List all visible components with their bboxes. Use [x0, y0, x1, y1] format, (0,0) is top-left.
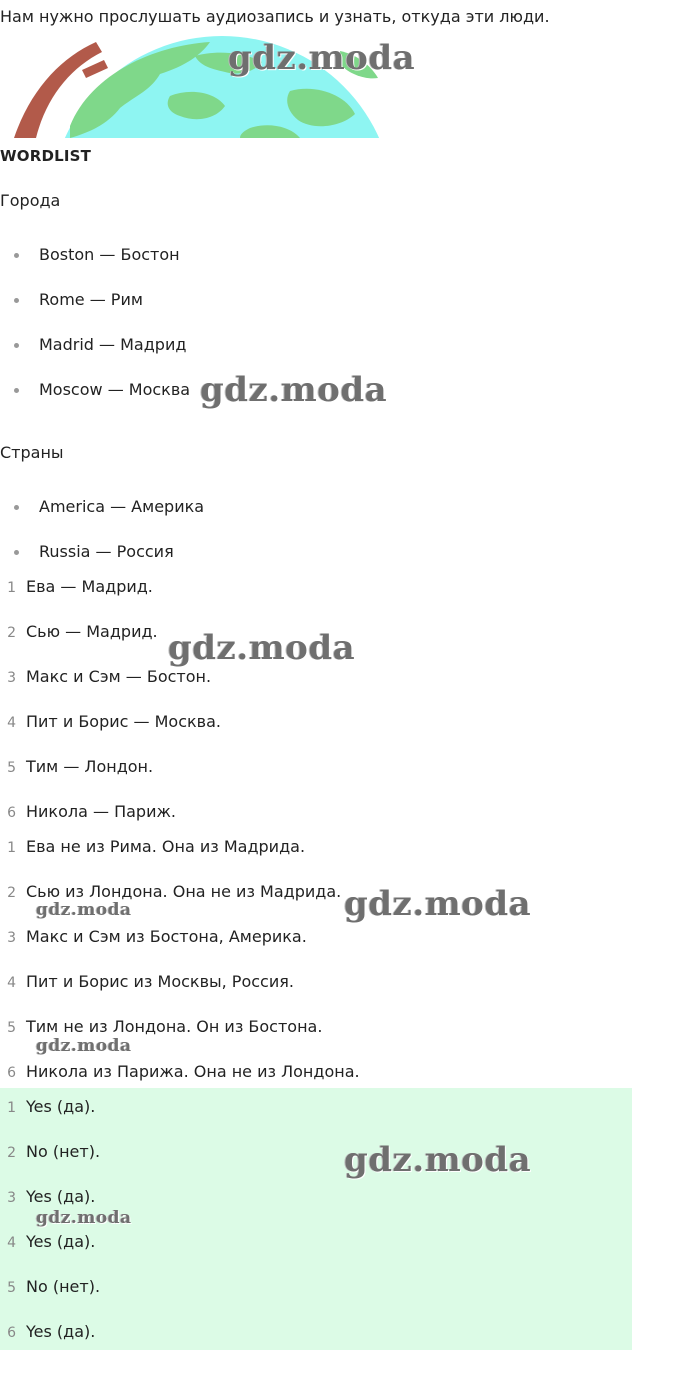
- list-item-text: Ева не из Рима. Она из Мадрида.: [26, 837, 306, 856]
- intro-text: Нам нужно прослушать аудиозапись и узнать, откуда эти люди.: [0, 7, 550, 26]
- list-item: [0, 1321, 95, 1343]
- list-item-text: Тим не из Лондона. Он из Бостона.: [26, 1017, 323, 1036]
- bullet-icon: [14, 343, 19, 348]
- list-item: [0, 1141, 100, 1163]
- bullet-icon: [14, 505, 19, 510]
- list-item-text: Boston — Бостон: [39, 245, 180, 264]
- item-number: 2: [7, 1145, 16, 1161]
- list-item-text: Макс и Сэм из Бостона, Америка.: [26, 927, 307, 946]
- list-item: [0, 801, 176, 823]
- list-item: [14, 334, 186, 356]
- cities-heading: Города: [0, 191, 61, 210]
- list-item-text: Сью из Лондона. Она не из Мадрида.: [26, 882, 342, 901]
- list-item-text: Yes (да).: [26, 1097, 96, 1116]
- item-number: 5: [7, 1280, 16, 1296]
- watermark: gdz.moda: [200, 370, 388, 410]
- list-item-text: Rome — Рим: [39, 290, 143, 309]
- list-item-text: Ева — Мадрид.: [26, 577, 153, 596]
- item-number: 4: [7, 1235, 16, 1251]
- list-item-text: Сью — Мадрид.: [26, 622, 158, 641]
- watermark: gdz.moda: [36, 1208, 132, 1228]
- list-item-text: Madrid — Мадрид: [39, 335, 187, 354]
- item-number: 5: [7, 760, 16, 776]
- bullet-icon: [14, 388, 19, 393]
- list-item-text: Пит и Борис из Москвы, Россия.: [26, 972, 294, 991]
- watermark: gdz.moda: [344, 1140, 532, 1180]
- list-item-text: Russia — Россия: [39, 542, 174, 561]
- list-item: [0, 576, 153, 598]
- bullet-icon: [14, 253, 19, 258]
- list-item: [0, 926, 307, 948]
- list-item: [0, 836, 305, 858]
- item-number: 1: [7, 1100, 16, 1116]
- list-item-text: Никола — Париж.: [26, 802, 176, 821]
- item-number: 4: [7, 975, 16, 991]
- item-number: 3: [7, 1190, 16, 1206]
- item-number: 6: [7, 1325, 16, 1341]
- list-item: [0, 711, 221, 733]
- item-number: 6: [7, 1065, 16, 1081]
- list-item-text: Moscow — Москва: [39, 380, 191, 399]
- list-item: [0, 1231, 95, 1253]
- list-item-text: Yes (да).: [26, 1187, 96, 1206]
- item-number: 3: [7, 670, 16, 686]
- list-item: [14, 541, 174, 563]
- list-item: [0, 756, 153, 778]
- countries-heading: Страны: [0, 443, 64, 462]
- watermark: gdz.moda: [228, 38, 416, 78]
- list-item: [0, 1096, 95, 1118]
- list-item: [14, 379, 190, 401]
- list-item: [0, 971, 294, 993]
- list-item-text: Yes (да).: [26, 1322, 96, 1341]
- list-item: [14, 289, 143, 311]
- watermark: gdz.moda: [168, 628, 356, 668]
- list-item-text: No (нет).: [26, 1142, 101, 1161]
- item-number: 5: [7, 1020, 16, 1036]
- item-number: 6: [7, 805, 16, 821]
- list-item: [14, 496, 204, 518]
- item-number: 1: [7, 840, 16, 856]
- item-number: 1: [7, 580, 16, 596]
- list-item: [14, 244, 180, 266]
- item-number: 2: [7, 885, 16, 901]
- list-item-text: Тим — Лондон.: [26, 757, 154, 776]
- watermark: gdz.moda: [36, 1036, 132, 1056]
- list-item-text: No (нет).: [26, 1277, 101, 1296]
- list-item-text: Макс и Сэм — Бостон.: [26, 667, 212, 686]
- item-number: 3: [7, 930, 16, 946]
- list-item: [0, 1061, 360, 1083]
- item-number: 4: [7, 715, 16, 731]
- list-item-text: America — Америка: [39, 497, 205, 516]
- list-item: [0, 1186, 95, 1208]
- bullet-icon: [14, 550, 19, 555]
- list-item: [0, 1276, 100, 1298]
- watermark: gdz.moda: [344, 884, 532, 924]
- wordlist-heading: WORDLIST: [0, 147, 92, 165]
- list-item-text: Никола из Парижа. Она не из Лондона.: [26, 1062, 360, 1081]
- bullet-icon: [14, 298, 19, 303]
- list-item-text: Yes (да).: [26, 1232, 96, 1251]
- item-number: 2: [7, 625, 16, 641]
- list-item: [0, 1016, 322, 1038]
- list-item: [0, 666, 211, 688]
- list-item: [0, 621, 158, 643]
- list-item-text: Пит и Борис — Москва.: [26, 712, 221, 731]
- watermark: gdz.moda: [36, 900, 132, 920]
